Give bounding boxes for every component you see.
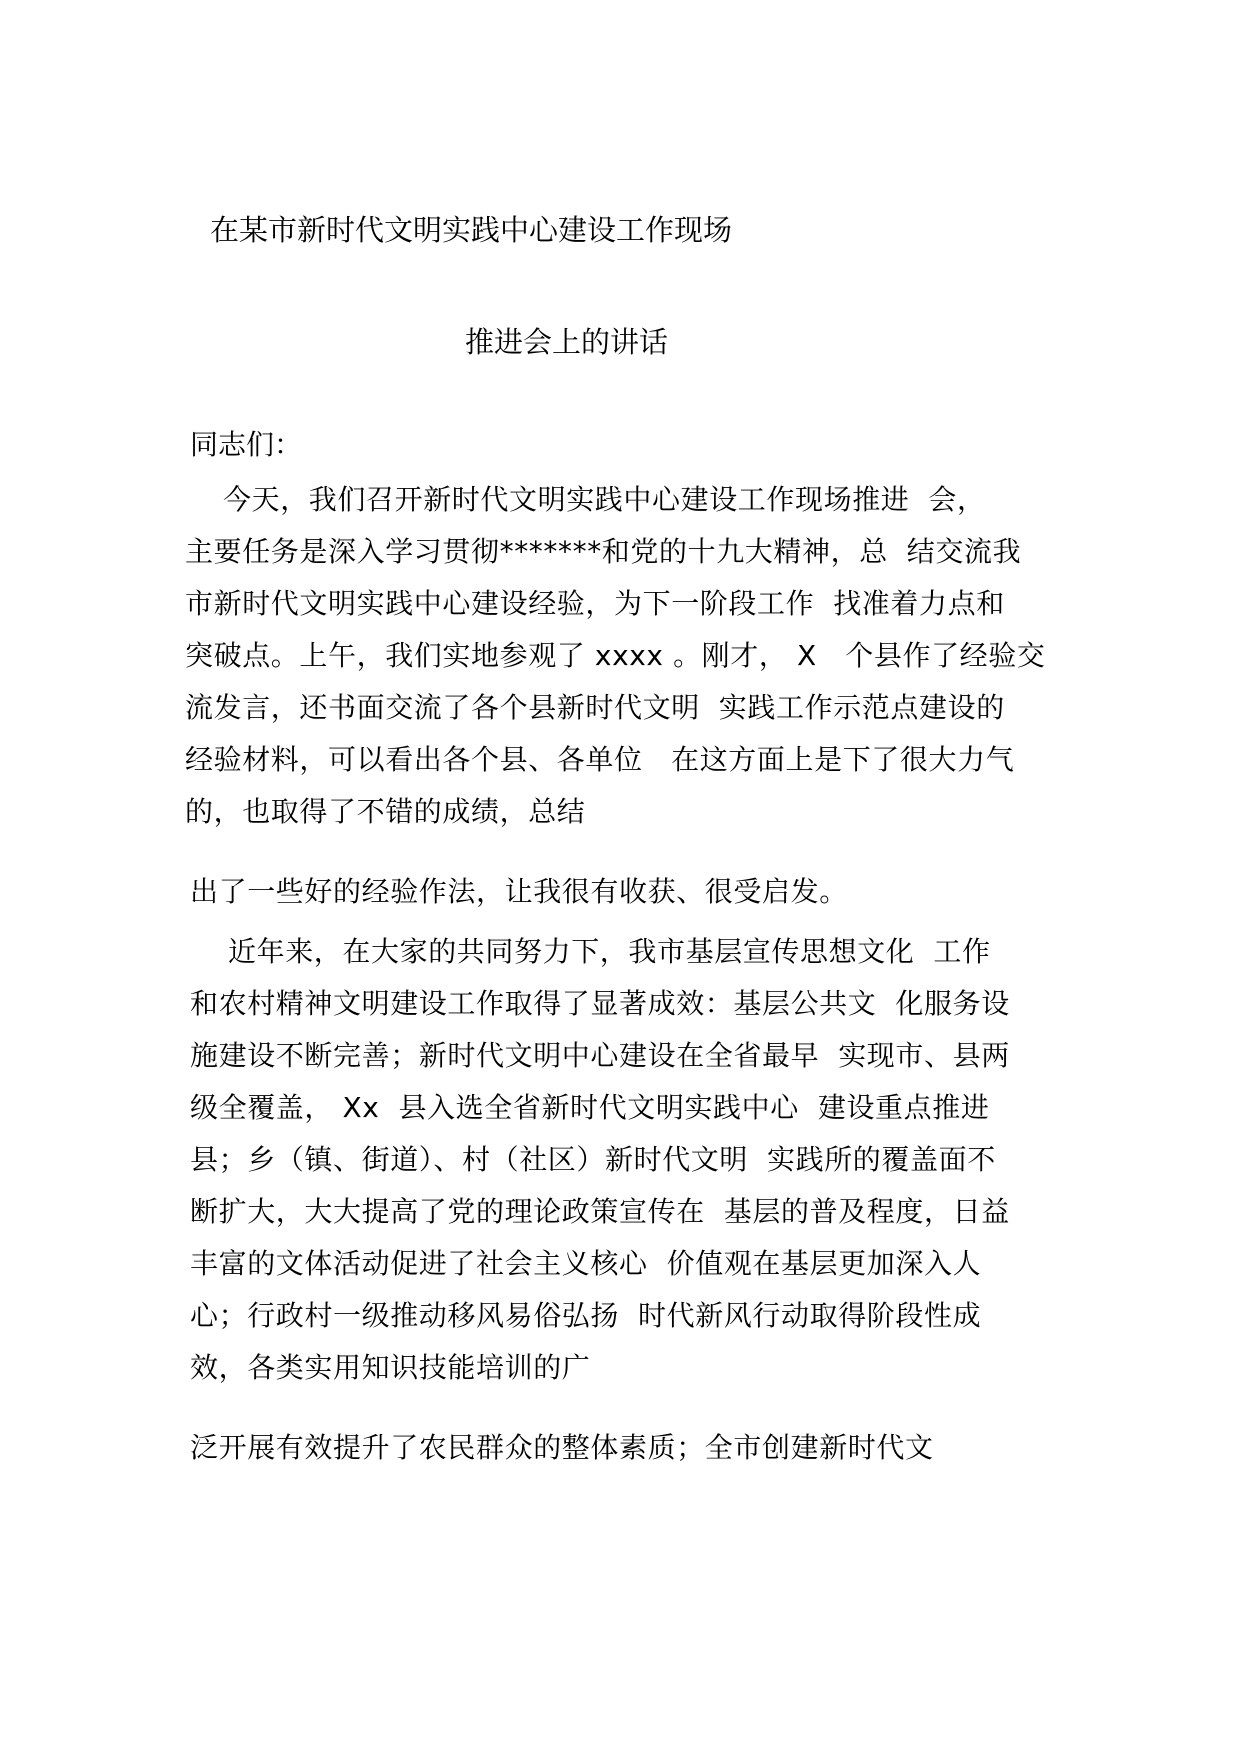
document-title-line2: 推进会上的讲话 bbox=[465, 325, 669, 359]
paragraph-2 bbox=[190, 926, 1090, 1394]
paragraph-line: 施建设不断完善；新时代文明中心建设在全省最早 实现市、县两 bbox=[190, 1039, 1010, 1072]
paragraph-line: 泛开展有效提升了农民群众的整体素质；全市创建新时代文 bbox=[190, 1431, 934, 1464]
paragraph-line: 效，各类实用知识技能培训的广 bbox=[190, 1351, 591, 1384]
paragraph-line: 丰富的文体活动促进了社会主义核心 价值观在基层更加深入人 bbox=[190, 1247, 982, 1280]
paragraph-line: 经验材料，可以看出各个县、各单位 在这方面上是下了很大力气 bbox=[185, 743, 1015, 776]
paragraph-2-continuation bbox=[190, 1422, 1090, 1474]
paragraph-line: 市新时代文明实践中心建设经验，为下一阶段工作 找准着力点和 bbox=[185, 587, 1005, 620]
paragraph-line: 突破点。上午，我们实地参观了 xxxx 。刚才， X 个县作了经验交 bbox=[185, 639, 1046, 672]
paragraph-line: 断扩大，大大提高了党的理论政策宣传在 基层的普及程度，日益 bbox=[190, 1195, 1010, 1228]
paragraph-1 bbox=[185, 474, 1085, 838]
paragraph-line: 流发言，还书面交流了各个县新时代文明 实践工作示范点建设的 bbox=[185, 691, 1005, 724]
salutation: 同志们： bbox=[190, 428, 303, 461]
paragraph-line: 出了一些好的经验作法，让我很有收获、很受启发。 bbox=[190, 875, 848, 908]
paragraph-line: 今天，我们召开新时代文明实践中心建设工作现场推进 会， bbox=[185, 483, 986, 516]
paragraph-line: 主要任务是深入学习贯彻*******和党的十九大精神，总 结交流我 bbox=[185, 535, 1022, 568]
paragraph-line: 心；行政村一级推动移风易俗弘扬 时代新风行动取得阶段性成 bbox=[190, 1299, 982, 1332]
document-title-line1: 在某市新时代文明实践中心建设工作现场 bbox=[210, 213, 733, 247]
paragraph-line: 近年来，在大家的共同努力下，我市基层宣传思想文化 工作 bbox=[190, 935, 991, 968]
paragraph-line: 和农村精神文明建设工作取得了显著成效：基层公共文 化服务设 bbox=[190, 987, 1010, 1020]
paragraph-1-continuation bbox=[190, 866, 1090, 918]
paragraph-line: 级全覆盖， Xx 县入选全省新时代文明实践中心 建设重点推进 bbox=[190, 1091, 990, 1124]
paragraph-line: 的，也取得了不错的成绩，总结 bbox=[185, 795, 586, 828]
paragraph-line: 县；乡（镇、街道）、村（社区）新时代文明 实践所的覆盖面不 bbox=[190, 1143, 996, 1176]
